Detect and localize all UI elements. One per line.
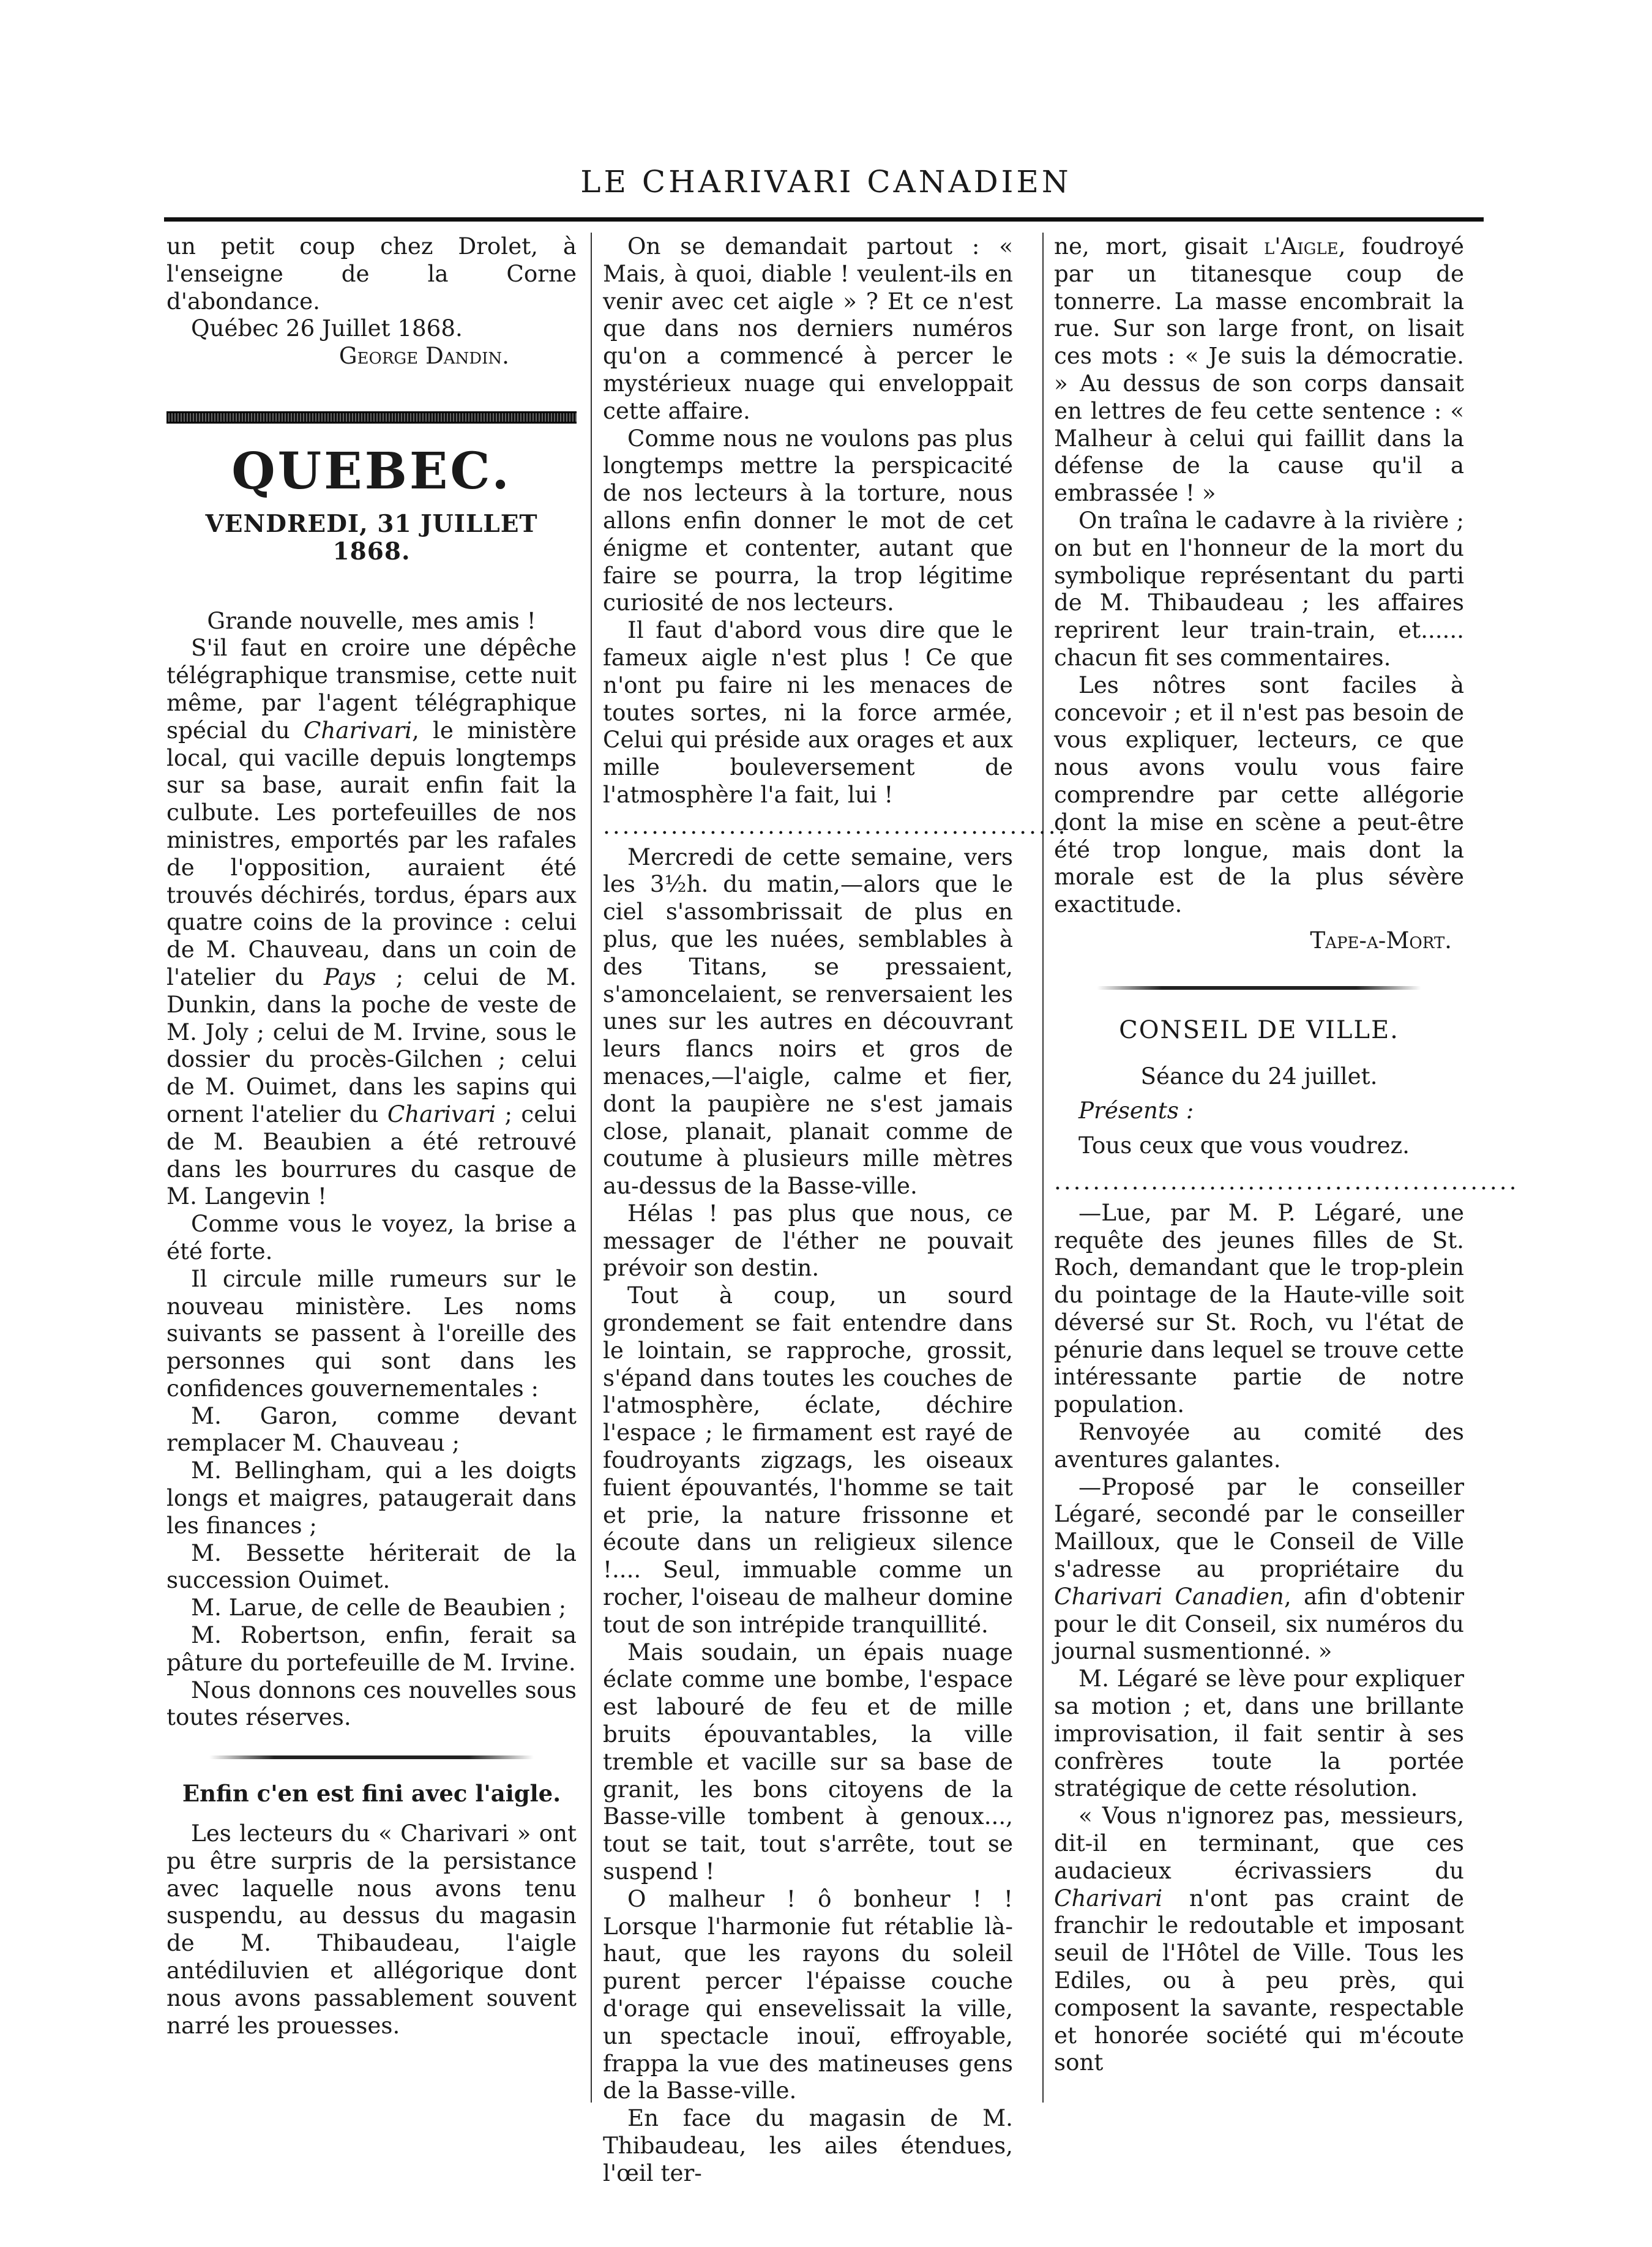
section-rule [166,411,577,424]
intro-date: Québec 26 Juillet 1868. [191,315,463,342]
article-paragraph: Il faut d'abord vous dire que le fameux aigle n'est plus ! Ce que n'ont pu faire ni les menaces de toutes sortes, ni la force armée, Celui qui préside aux orages et aux mille bouleversement de l'atmosphère l'a fait, lui ! [603,616,1013,808]
article-paragraph: —Lue, par M. P. Légaré, une requête des jeunes filles de St. Roch, demandant que le trop-plein du pointage de la Haute-ville soit déversé sur St. Roch, vu l'état de pénurie dans lequel se trouve cette intéressante partie de notre population. [1054,1198,1464,1418]
article-paragraph: S'il faut en croire une dépêche télégraphique transmise, cette nuit même, par l'agent télégraphique spécial du Charivari, le ministère local, qui vacille depuis longtemps sur sa base, aurait enfin fait la culbute. Les portefeuilles de nos ministres, emportés par les rafales de l'opposition, auraient été trouvés déchirés, tordus, épars aux quatre coins de la province : celui de M. Chauveau, dans un coin de l'atelier du Pays ; celui de M. Dunkin, dans la poche de veste de M. Joly ; celui de M. Irvine, sous le dossier du procès-Gilchen ; celui de M. Ouimet, dans les sapins qui ornent l'atelier du Charivari ; celui de M. Beaubien a été retrouvé dans les bourrures du casque de M. Langevin ! [166,634,577,1210]
article-paragraph: Comme nous ne voulons pas plus longtemps mettre la perspicacité de nos lecteurs à la torture, nous allons enfin donner le mot de cet énigme et contenter, autant que faire se pourra, la trop légitime curiosité de nos lecteurs. [603,424,1013,616]
seance-date: Séance du 24 juillet. [1140,1062,1378,1090]
article-paragraph: M. Bessette hériterait de la succession Ouimet. [166,1539,577,1594]
article-paragraph: « Vous n'ignorez pas, messieurs, dit-il en terminant, que ces audacieux écrivassiers du Charivari n'ont pas craint de franchir le redoutable et imposant seuil de l'Hôtel de Ville. Tous les Ediles, ou à peu près, qui composent la savante, respectable et honorée société qui m'écoute sont [1054,1802,1464,2076]
ornamental-rule [1097,986,1421,990]
issue-date: VENDREDI, 31 JUILLET 1868. [205,509,538,566]
intro-signature: George Dandin. [338,342,509,370]
column-divider-2 [1042,233,1044,2103]
masthead: LE CHARIVARI CANADIEN [580,164,1072,200]
headline-grande-nouvelle: Grande nouvelle, mes amis ! [207,607,536,634]
dotted-separator: ................................................ [603,812,1068,839]
article-title-aigle: Enfin c'en est fini avec l'aigle. [182,1780,561,1808]
column-2 [603,233,1068,2187]
article-paragraph: —Proposé par le conseiller Légaré, secondé par le conseiller Mailloux, que le Conseil de Ville s'adresse au propriétaire du Charivari Canadien, afin d'obtenir pour le dit Conseil, six numéros du journal susmentionné. » [1054,1473,1464,1665]
column-divider-1 [591,233,592,2103]
article-paragraph: O malheur ! ô bonheur ! ! Lorsque l'harmonie fut rétablie là-haut, que les rayons du soleil purent percer l'épaisse couche d'orage qui ensevelissait la ville, un spectacle inouï, effroyable, frappa la vue des matineuses gens de la Basse-ville. [603,1885,1013,2104]
article-paragraph: Mais soudain, un épais nuage éclate comme une bombe, l'espace est labouré de feu et de mille bruits épouvantables, la ville tremble et vacille sur sa base de granit, les bons citoyens de la Basse-ville tombent à genoux..., tout se tait, tout s'arrête, tout se suspend ! [603,1638,1013,1885]
dotted-separator: ................................................ [1054,1167,1519,1195]
article-paragraph: Les lecteurs du « Charivari » ont pu être surpris de la persistance avec laquelle nous avons tenu suspendu, au dessus du magasin de M. Thibaudeau, l'aigle antédiluvien et allégorique dont nous avons passablement souvent narré les prouesses. [166,1820,577,2039]
top-rule [164,217,1484,222]
presents-label: Présents : [1078,1097,1194,1124]
article-paragraph: Tout à coup, un sourd grondement se fait entendre dans le lointain, se rapproche, grossit, s'épand dans toutes les couches de l'atmosphère, éclate, déchire l'espace ; le firmament est rayé de foudroyants zigzags, les oiseaux fuient épouvantés, l'homme se tait et prie, la nature frissonne et écoute dans un religieux silence !.... Seul, immuable comme un rocher, l'oiseau de malheur domine tout de son intrépide tranquillité. [603,1282,1013,1638]
article-paragraph: Il circule mille rumeurs sur le nouveau ministère. Les noms suivants se passent à l'oreille des personnes qui sont dans les confidences gouvernementales : [166,1265,577,1402]
article-paragraph: M. Bellingham, qui a les doigts longs et maigres, pataugerait dans les finances ; [166,1457,577,1539]
column-3 [1054,233,1519,2076]
article-paragraph: On se demandait partout : « Mais, à quoi, diable ! veulent-ils en venir avec cet aigle » ? Et ce n'est que dans nos derniers numéros qu'on a commencé à percer le mystérieux nuage qui enveloppait cette affaire. [603,233,1013,424]
article-paragraph: ne, mort, gisait l'Aigle, foudroyé par un titanesque coup de tonnerre. La masse encombrait la rue. Sur son large front, on lisait ces mots : « Je suis la démocratie. » Au dessus de son corps dansait en lettres de feu cette sentence : « Malheur à celui qui faillit dans la défense de la cause qu'il a embrassée ! » [1054,233,1465,507]
article-paragraph: Mercredi de cette semaine, vers les 3½h. du matin,—alors que le ciel s'assombrissait de plus en plus, que les nuées, semblables à des Titans, se pressaient, s'amoncelaient, se renversaient les unes sur les autres en découvrant leurs flancs noirs et gros de menaces,—l'aigle, calme et fier, dont la paupière ne s'est jamais close, planait, planait comme de coutume à plusieurs mille mètres au-dessus de la Basse-ville. [603,843,1013,1200]
intro-text: un petit coup chez Drolet, à l'enseigne de la Corne d'abondance. [166,233,577,315]
article-paragraph: On traîna le cadavre à la rivière ; on but en l'honneur de la mort du symbolique représentant du parti de M. Thibaudeau ; les affaires reprirent leur train-train, et...... chacun fit ses commentaires. [1054,506,1464,671]
column-1 [166,233,577,2039]
article-paragraph: M. Légaré se lève pour expliquer sa motion ; et, dans une brillante improvisation, il fait sentir à ses confrères toute la portée stratégique de cette résolution. [1054,1665,1464,1802]
article-signature: Tape-a-Mort. [1310,926,1452,954]
ornamental-rule [209,1755,534,1759]
article-paragraph: Renvoyée au comité des aventures galantes. [1054,1418,1464,1473]
article-paragraph: M. Larue, de celle de Beaubien ; [191,1594,567,1621]
article-paragraph: M. Robertson, enfin, ferait sa pâture du portefeuille de M. Irvine. [166,1621,577,1676]
article-paragraph: Nous donnons ces nouvelles sous toutes réserves. [166,1676,577,1731]
presents-value: Tous ceux que vous voudrez. [1078,1132,1410,1159]
article-paragraph: M. Garon, comme devant remplacer M. Chauveau ; [166,1402,577,1457]
section-title-conseil: CONSEIL DE VILLE. [1119,1015,1399,1044]
article-paragraph: En face du magasin de M. Thibaudeau, les ailes étendues, l'œil ter- [603,2104,1013,2186]
city-title: QUEBEC. [231,441,512,501]
article-paragraph: Hélas ! pas plus que nous, ce messager de l'éther ne pouvait prévoir son destin. [603,1199,1013,1282]
article-paragraph: Comme vous le voyez, la brise a été forte. [166,1210,577,1265]
article-paragraph: Les nôtres sont faciles à concevoir ; et il n'est pas besoin de vous expliquer, lecteurs, ce que nous avons voulu vous faire comprendre par cette allégorie dont la mise en scène a peut-être été trop longue, mais dont la morale est de la plus sévère exactitude. [1054,671,1464,918]
